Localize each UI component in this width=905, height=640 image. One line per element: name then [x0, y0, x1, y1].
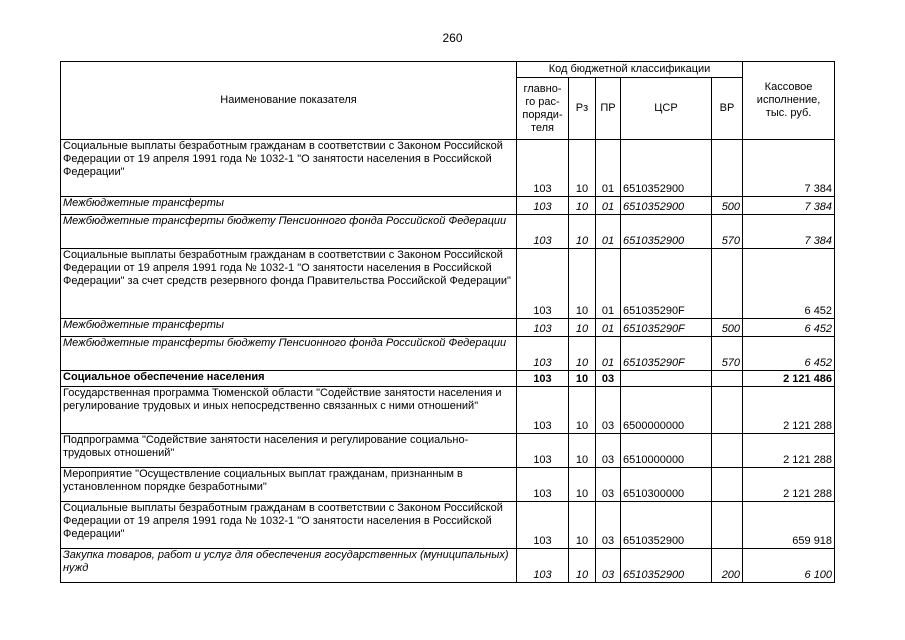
row-csr: 6510352900	[621, 197, 712, 215]
row-amount: 7 384	[743, 215, 835, 249]
row-pr: 01	[596, 140, 621, 197]
page-number: 260	[442, 31, 463, 45]
row-name: Межбюджетные трансферты	[61, 319, 517, 337]
row-pr: 03	[596, 549, 621, 583]
header-rz: Рз	[569, 78, 596, 140]
row-rz: 10	[569, 215, 596, 249]
row-name: Социальные выплаты безработным гражданам в соответствии с Законом Российской Федерации от 19 апреля 1991 года № 1032-1 "О занятости населения в Российской Федерации"	[61, 140, 517, 197]
table-row	[61, 387, 835, 434]
row-pr: 03	[596, 371, 621, 387]
row-pr: 03	[596, 502, 621, 549]
row-csr: 6510300000	[621, 468, 712, 502]
row-pr: 01	[596, 319, 621, 337]
row-rz: 10	[569, 387, 596, 434]
row-amount: 7 384	[743, 197, 835, 215]
row-amount: 6 452	[743, 337, 835, 371]
header-budget-code-group: Код бюджетной классификации	[517, 62, 743, 78]
row-pr: 01	[596, 197, 621, 215]
row-vr: 570	[712, 215, 743, 249]
table-row	[61, 502, 835, 549]
row-rz: 10	[569, 549, 596, 583]
row-rz: 10	[569, 337, 596, 371]
row-csr: 6510352900	[621, 140, 712, 197]
row-pr: 01	[596, 215, 621, 249]
row-glav: 103	[517, 468, 569, 502]
row-glav: 103	[517, 371, 569, 387]
budget-table	[60, 61, 835, 583]
row-name: Межбюджетные трансферты	[61, 197, 517, 215]
row-csr: 6510352900	[621, 549, 712, 583]
header-pr: ПР	[596, 78, 621, 140]
row-rz: 10	[569, 468, 596, 502]
row-csr: 6510000000	[621, 434, 712, 468]
row-vr	[712, 468, 743, 502]
row-vr	[712, 434, 743, 468]
row-name: Мероприятие "Осуществление социальных выплат гражданам, признанным в установленном порядке безработными"	[61, 468, 517, 502]
header-csr: ЦСР	[621, 78, 712, 140]
row-amount: 6 452	[743, 319, 835, 337]
row-pr: 03	[596, 387, 621, 434]
row-amount: 2 121 288	[743, 434, 835, 468]
header-name: Наименование показателя	[61, 62, 517, 140]
row-rz: 10	[569, 434, 596, 468]
row-pr: 01	[596, 337, 621, 371]
row-vr: 570	[712, 337, 743, 371]
row-amount: 6 452	[743, 249, 835, 319]
row-amount: 6 100	[743, 549, 835, 583]
row-csr: 6510352900	[621, 502, 712, 549]
row-pr: 03	[596, 468, 621, 502]
row-amount: 2 121 288	[743, 468, 835, 502]
row-rz: 10	[569, 319, 596, 337]
row-csr	[621, 371, 712, 387]
row-name: Межбюджетные трансферты бюджету Пенсионного фонда Российской Федерации	[61, 337, 517, 371]
row-csr: 651035290F	[621, 319, 712, 337]
row-vr	[712, 249, 743, 319]
row-name: Подпрограмма "Содействие занятости населения и регулирование социально-трудовых отношений"	[61, 434, 517, 468]
row-rz: 10	[569, 371, 596, 387]
row-csr: 651035290F	[621, 337, 712, 371]
row-vr: 200	[712, 549, 743, 583]
row-glav: 103	[517, 319, 569, 337]
row-glav: 103	[517, 549, 569, 583]
table-row	[61, 140, 835, 197]
row-vr	[712, 502, 743, 549]
row-glav: 103	[517, 215, 569, 249]
row-pr: 01	[596, 249, 621, 319]
row-vr	[712, 387, 743, 434]
row-vr	[712, 140, 743, 197]
row-name: Межбюджетные трансферты бюджету Пенсионного фонда Российской Федерации	[61, 215, 517, 249]
table-row	[61, 249, 835, 319]
row-name: Социальные выплаты безработным гражданам в соответствии с Законом Российской Федерации от 19 апреля 1991 года № 1032-1 "О занятости населения в Российской Федерации"	[61, 502, 517, 549]
header-amount: Кассовое исполнение, тыс. руб.	[743, 62, 835, 140]
row-glav: 103	[517, 434, 569, 468]
row-name: Социальные выплаты безработным гражданам в соответствии с Законом Российской Федерации от 19 апреля 1991 года № 1032-1 "О занятости населения в Российской Федерации" за счет средств резервного фонда Правительства Российской Федерации"	[61, 249, 517, 319]
row-glav: 103	[517, 387, 569, 434]
table-row	[61, 549, 835, 583]
table-row	[61, 215, 835, 249]
row-rz: 10	[569, 249, 596, 319]
row-amount: 7 384	[743, 140, 835, 197]
table-row	[61, 319, 835, 337]
table-body	[61, 140, 835, 583]
row-name: Государственная программа Тюменской области "Содействие занятости населения и регулирование трудовых и иных непосредственно связанных с ними отношений"	[61, 387, 517, 434]
row-rz: 10	[569, 140, 596, 197]
header-glav: главно-го рас-поряди-теля	[517, 78, 569, 140]
table-row	[61, 371, 835, 387]
row-amount: 659 918	[743, 502, 835, 549]
table-row	[61, 434, 835, 468]
row-vr: 500	[712, 197, 743, 215]
row-amount: 2 121 288	[743, 387, 835, 434]
row-glav: 103	[517, 249, 569, 319]
row-csr: 6500000000	[621, 387, 712, 434]
row-rz: 10	[569, 197, 596, 215]
row-name: Социальное обеспечение населения	[61, 371, 517, 387]
row-csr: 6510352900	[621, 215, 712, 249]
row-rz: 10	[569, 502, 596, 549]
row-glav: 103	[517, 502, 569, 549]
table-row	[61, 337, 835, 371]
row-vr: 500	[712, 319, 743, 337]
row-csr: 651035290F	[621, 249, 712, 319]
row-glav: 103	[517, 140, 569, 197]
table-row	[61, 197, 835, 215]
row-amount: 2 121 486	[743, 371, 835, 387]
row-glav: 103	[517, 197, 569, 215]
header-vr: ВР	[712, 78, 743, 140]
row-pr: 03	[596, 434, 621, 468]
row-name: Закупка товаров, работ и услуг для обеспечения государственных (муниципальных) нужд	[61, 549, 517, 583]
row-vr	[712, 371, 743, 387]
table-row	[61, 468, 835, 502]
row-glav: 103	[517, 337, 569, 371]
